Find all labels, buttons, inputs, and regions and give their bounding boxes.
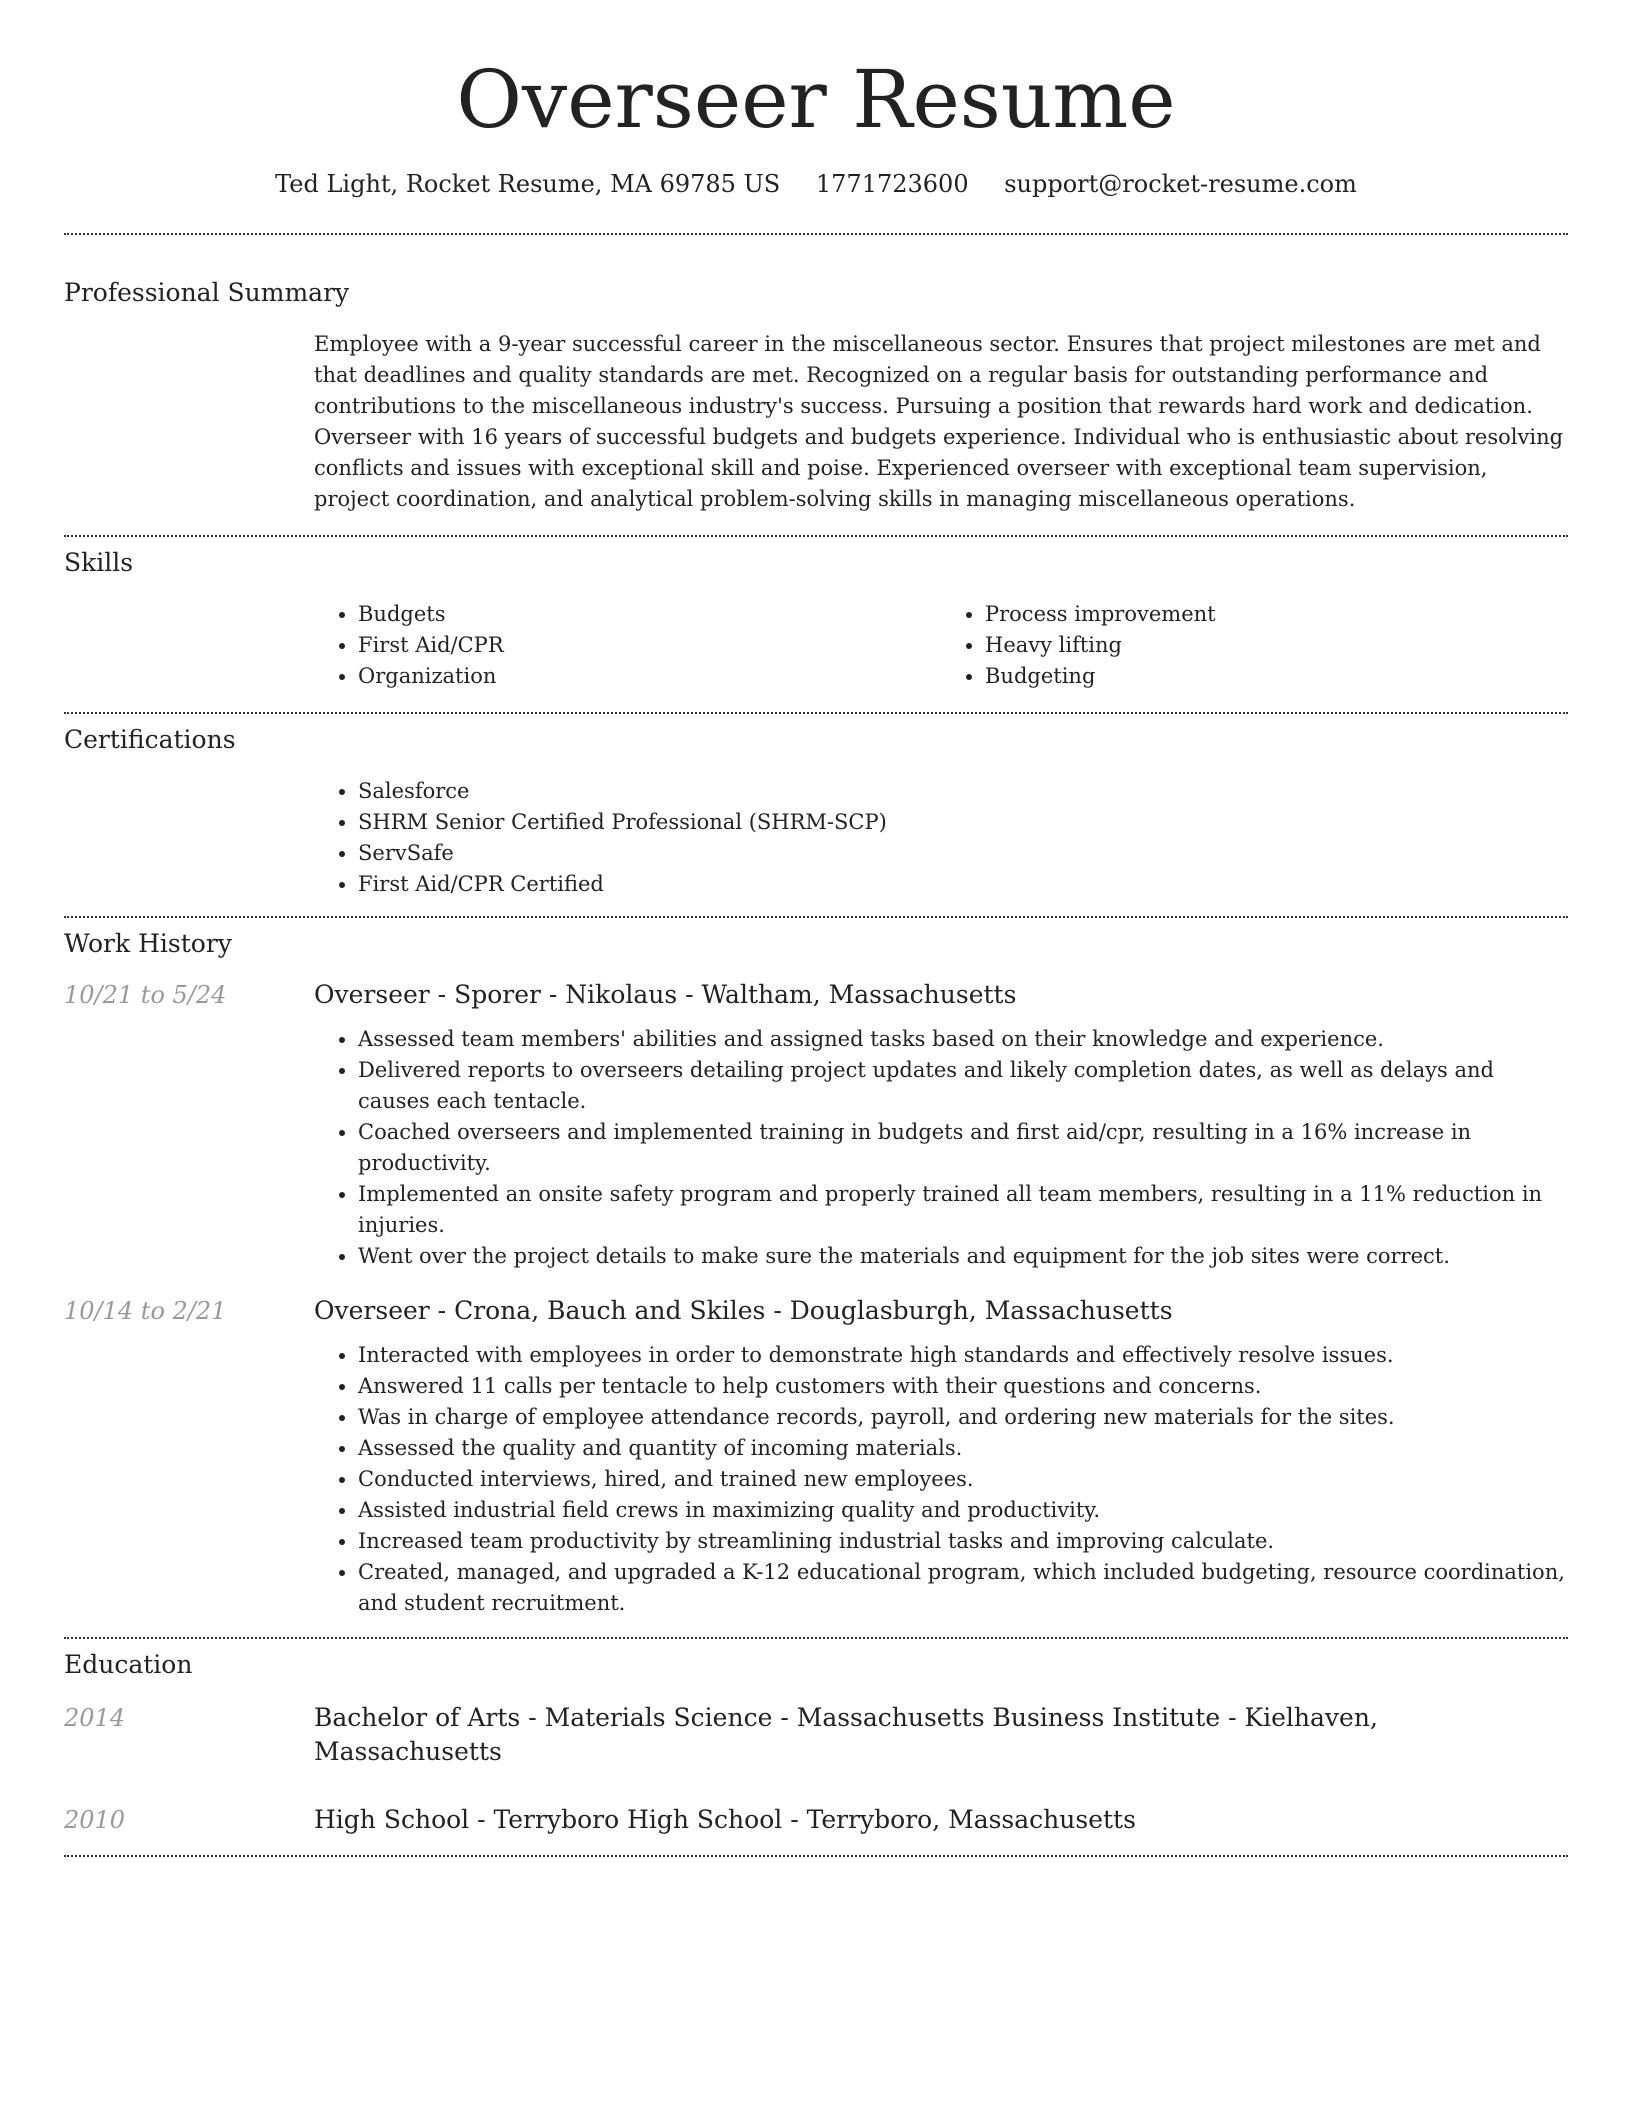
- contact-address: Ted Light, Rocket Resume, MA 69785 US: [275, 170, 781, 198]
- certification-item: • Salesforce: [358, 776, 1568, 807]
- job-dates: 10/14 to 2/21: [64, 1297, 227, 1325]
- job-title: Overseer - Crona, Bauch and Skiles - Douglasburgh, Massachusetts: [314, 1296, 1173, 1325]
- resume-page: [64, 0, 1568, 1857]
- job-bullet: • Went over the project details to make sure the materials and equipment for the job sites were correct.: [358, 1241, 1568, 1272]
- work-heading: Work History: [64, 929, 232, 958]
- contact-email: support@rocket-resume.com: [1004, 170, 1357, 198]
- page-title: Overseer Resume: [456, 53, 1176, 146]
- certification-item: • ServSafe: [358, 838, 1568, 869]
- job-bullet: • Assessed team members' abilities and assigned tasks based on their knowledge and experience.: [358, 1024, 1568, 1055]
- divider: [64, 535, 1568, 537]
- education-entry: [64, 1803, 1568, 1837]
- job-bullets: [314, 1340, 1568, 1619]
- skill-item: • First Aid/CPR: [358, 630, 941, 661]
- divider: [64, 233, 1568, 235]
- education-degree: Bachelor of Arts - Materials Science - Massachusetts Business Institute - Kielhaven, Massachusetts: [314, 1703, 1378, 1766]
- education-entry: [64, 1701, 1568, 1769]
- job-bullet: • Conducted interviews, hired, and trained new employees.: [358, 1464, 1568, 1495]
- job-bullet: • Delivered reports to overseers detailing project updates and likely completion dates, as well as delays and causes each tentacle.: [358, 1055, 1568, 1117]
- certifications-heading: Certifications: [64, 725, 236, 754]
- job-bullet: • Interacted with employees in order to demonstrate high standards and effectively resolve issues.: [358, 1340, 1568, 1371]
- skill-item: • Organization: [358, 661, 941, 692]
- job-bullet: • Created, managed, and upgraded a K-12 educational program, which included budgeting, resource coordination, and student recruitment.: [358, 1557, 1568, 1619]
- job-bullet: • Assessed the quality and quantity of incoming materials.: [358, 1433, 1568, 1464]
- divider: [64, 712, 1568, 714]
- summary-heading: Professional Summary: [64, 278, 350, 307]
- job-entry: [64, 978, 1568, 1272]
- skill-item: • Heavy lifting: [985, 630, 1568, 661]
- job-bullet: • Was in charge of employee attendance records, payroll, and ordering new materials for the sites.: [358, 1402, 1568, 1433]
- divider: [64, 1637, 1568, 1639]
- certification-item: • SHRM Senior Certified Professional (SHRM-SCP): [358, 807, 1568, 838]
- skills-heading: Skills: [64, 548, 134, 577]
- certifications-list: [314, 776, 1568, 900]
- job-dates: 10/21 to 5/24: [64, 981, 227, 1009]
- summary-text: Employee with a 9-year successful career in the miscellaneous sector. Ensures that project milestones are met and that deadlines and quality standards are met. Recognized on a regular basis for outstanding performance and contributions to the miscellaneous industry's success. Pursuing a position that rewards hard work and dedication. Overseer with 16 years of successful budgets and budgets experience. Individual who is enthusiastic about resolving conflicts and issues with exceptional skill and poise. Experienced overseer with exceptional team supervision, project coordination, and analytical problem-solving skills in managing miscellaneous operations.: [314, 332, 1564, 511]
- skills-list: [314, 599, 1568, 692]
- contact-line: [64, 168, 1568, 200]
- contact-phone: 1771723600: [815, 170, 969, 198]
- divider: [64, 916, 1568, 918]
- skills-column-right: [941, 599, 1568, 692]
- skill-item: • Budgeting: [985, 661, 1568, 692]
- education-year: 2014: [64, 1704, 126, 1732]
- skill-item: • Budgets: [358, 599, 941, 630]
- job-bullet: • Increased team productivity by streamlining industrial tasks and improving calculate.: [358, 1526, 1568, 1557]
- job-bullet: • Implemented an onsite safety program and properly trained all team members, resulting in a 11% reduction in injuries.: [358, 1179, 1568, 1241]
- education-degree: High School - Terryboro High School - Terryboro, Massachusetts: [314, 1805, 1136, 1834]
- certification-item: • First Aid/CPR Certified: [358, 869, 1568, 900]
- job-bullet: • Assisted industrial field crews in maximizing quality and productivity.: [358, 1495, 1568, 1526]
- education-year: 2010: [64, 1806, 126, 1834]
- job-entry: [64, 1294, 1568, 1619]
- job-bullets: [314, 1024, 1568, 1272]
- job-title: Overseer - Sporer - Nikolaus - Waltham, Massachusetts: [314, 980, 1017, 1009]
- education-heading: Education: [64, 1650, 193, 1679]
- job-bullet: • Coached overseers and implemented training in budgets and first aid/cpr, resulting in a 16% increase in productivity.: [358, 1117, 1568, 1179]
- skills-column-left: [314, 599, 941, 692]
- skill-item: • Process improvement: [985, 599, 1568, 630]
- divider: [64, 1855, 1568, 1857]
- job-bullet: • Answered 11 calls per tentacle to help customers with their questions and concerns.: [358, 1371, 1568, 1402]
